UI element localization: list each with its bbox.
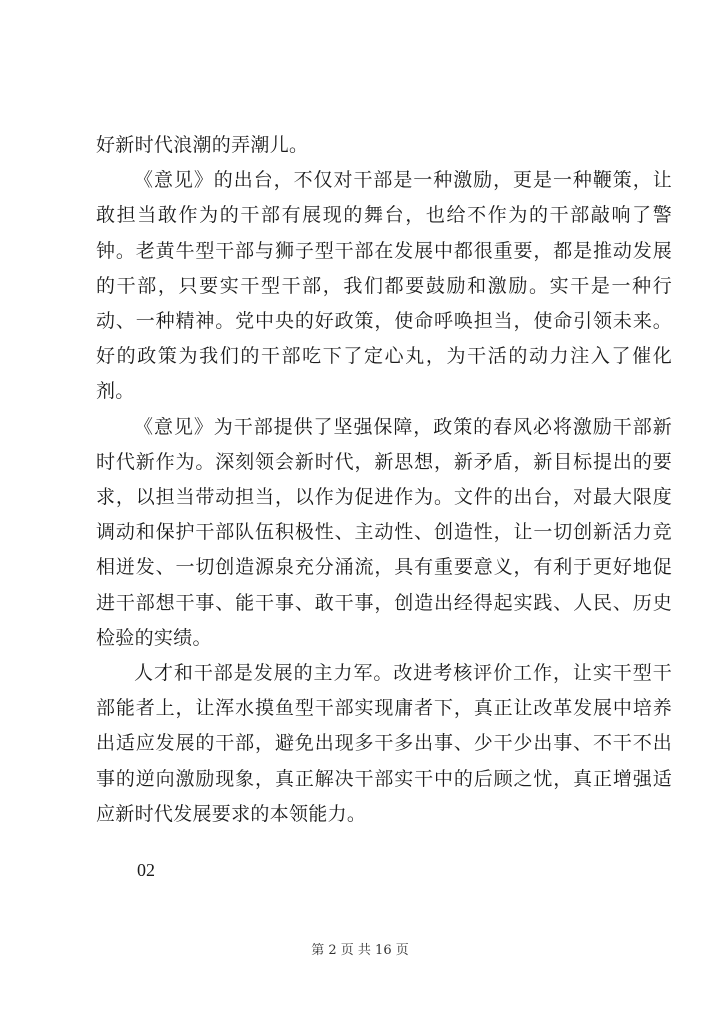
page-footer: 第 2 页 共 16 页 (311, 943, 409, 958)
paragraph-3: 《意见》为干部提供了坚强保障，政策的春风必将激励干部新时代新作为。深刻领会新时代，新思想，新矛盾，新目标提出的要求，以担当带动担当，以作为促进作为。文件的出台，对最大限度调动和保护干部队伍积极性、主动性、创造性，让一切创新活力竞相迸发、一切创造源泉充分涌流，具有重要意义，有利于更好地促进干部想干事、能干事、敢干事，创造出经得起实践、人民、历史检验的实绩。 (96, 415, 672, 649)
section-number: 02 (137, 860, 155, 880)
paragraph-1: 好新时代浪潮的弄潮儿。 (96, 134, 309, 156)
paragraph-2: 《意见》的出台，不仅对干部是一种激励，更是一种鞭策，让敢担当敢作为的干部有展现的舞台，也给不作为的干部敲响了警钟。老黄牛型干部与狮子型干部在发展中都很重要，都是推动发展的干部，只要实干型干部，我们都要鼓励和激励。实干是一种行动、一种精神。党中央的好政策，使命呼唤担当，使命引领未来。好的政策为我们的干部吃下了定心丸，为干活的动力注入了催化剂。 (96, 169, 672, 403)
paragraph-4: 人才和干部是发展的主力军。改进考核评价工作，让实干型干部能者上，让浑水摸鱼型干部实现庸者下，真正让改革发展中培养出适应发展的干部，避免出现多干多出事、少干少出事、不干不出事的逆向激励现象，真正解决干部实干中的后顾之忧，真正增强适应新时代发展要求的本领能力。 (96, 662, 672, 825)
document-body (96, 128, 672, 832)
